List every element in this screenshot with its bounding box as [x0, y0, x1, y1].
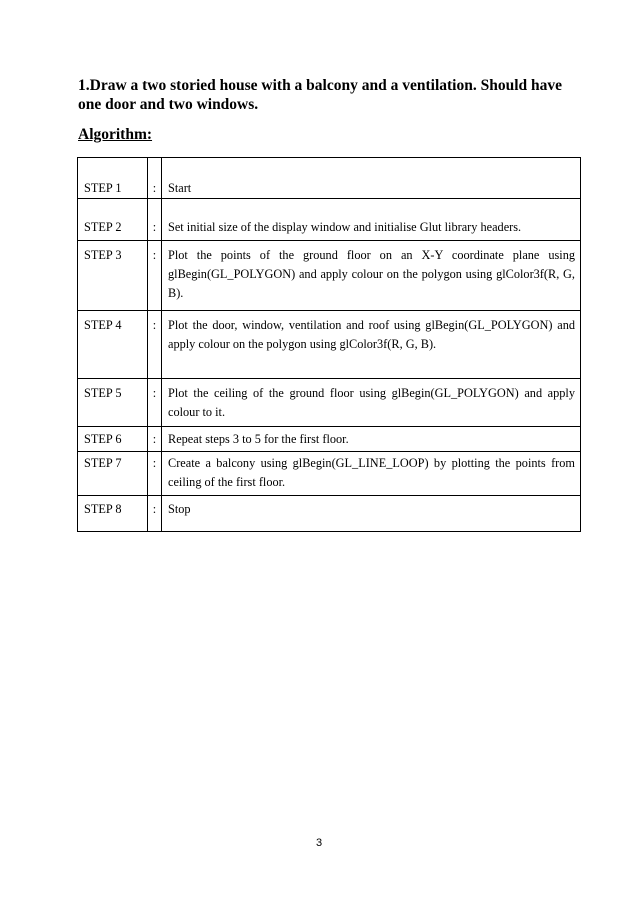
step-label: STEP 5 — [78, 379, 148, 427]
table-row — [78, 311, 581, 379]
step-description: Plot the ceiling of the ground floor using glBegin(GL_POLYGON) and apply colour to it. — [162, 379, 581, 427]
table-row — [78, 379, 581, 427]
step-description: Repeat steps 3 to 5 for the first floor. — [162, 427, 581, 452]
table-row — [78, 241, 581, 311]
table-row — [78, 199, 581, 241]
step-description: Create a balcony using glBegin(GL_LINE_LOOP) by plotting the points from ceiling of the first floor. — [162, 452, 581, 496]
table-row — [78, 427, 581, 452]
step-separator: : — [148, 199, 162, 241]
step-separator: : — [148, 427, 162, 452]
step-description: Stop — [162, 496, 581, 532]
step-label: STEP 1 — [78, 158, 148, 199]
step-label: STEP 8 — [78, 496, 148, 532]
step-description: Set initial size of the display window and initialise Glut library headers. — [162, 199, 581, 241]
table-row — [78, 452, 581, 496]
step-separator: : — [148, 452, 162, 496]
step-label: STEP 7 — [78, 452, 148, 496]
algorithm-table — [77, 157, 581, 532]
step-description: Start — [162, 158, 581, 199]
step-separator: : — [148, 379, 162, 427]
table-row — [78, 496, 581, 532]
table-row — [78, 158, 581, 199]
page-number: 3 — [315, 837, 323, 849]
question-heading: 1.Draw a two storied house with a balcony and a ventilation. Should have one door and two windows. — [78, 77, 563, 113]
step-label: STEP 4 — [78, 311, 148, 379]
algorithm-heading: Algorithm: — [78, 126, 153, 143]
step-separator: : — [148, 158, 162, 199]
step-separator: : — [148, 241, 162, 311]
step-label: STEP 3 — [78, 241, 148, 311]
step-label: STEP 2 — [78, 199, 148, 241]
step-label: STEP 6 — [78, 427, 148, 452]
step-description: Plot the door, window, ventilation and roof using glBegin(GL_POLYGON) and apply colour on the polygon using glColor3f(R, G, B). — [162, 311, 581, 379]
step-description: Plot the points of the ground floor on an X-Y coordinate plane using glBegin(GL_POLYGON) and apply colour on the polygon using glColor3f(R, G, B). — [162, 241, 581, 311]
step-separator: : — [148, 311, 162, 379]
step-separator: : — [148, 496, 162, 532]
